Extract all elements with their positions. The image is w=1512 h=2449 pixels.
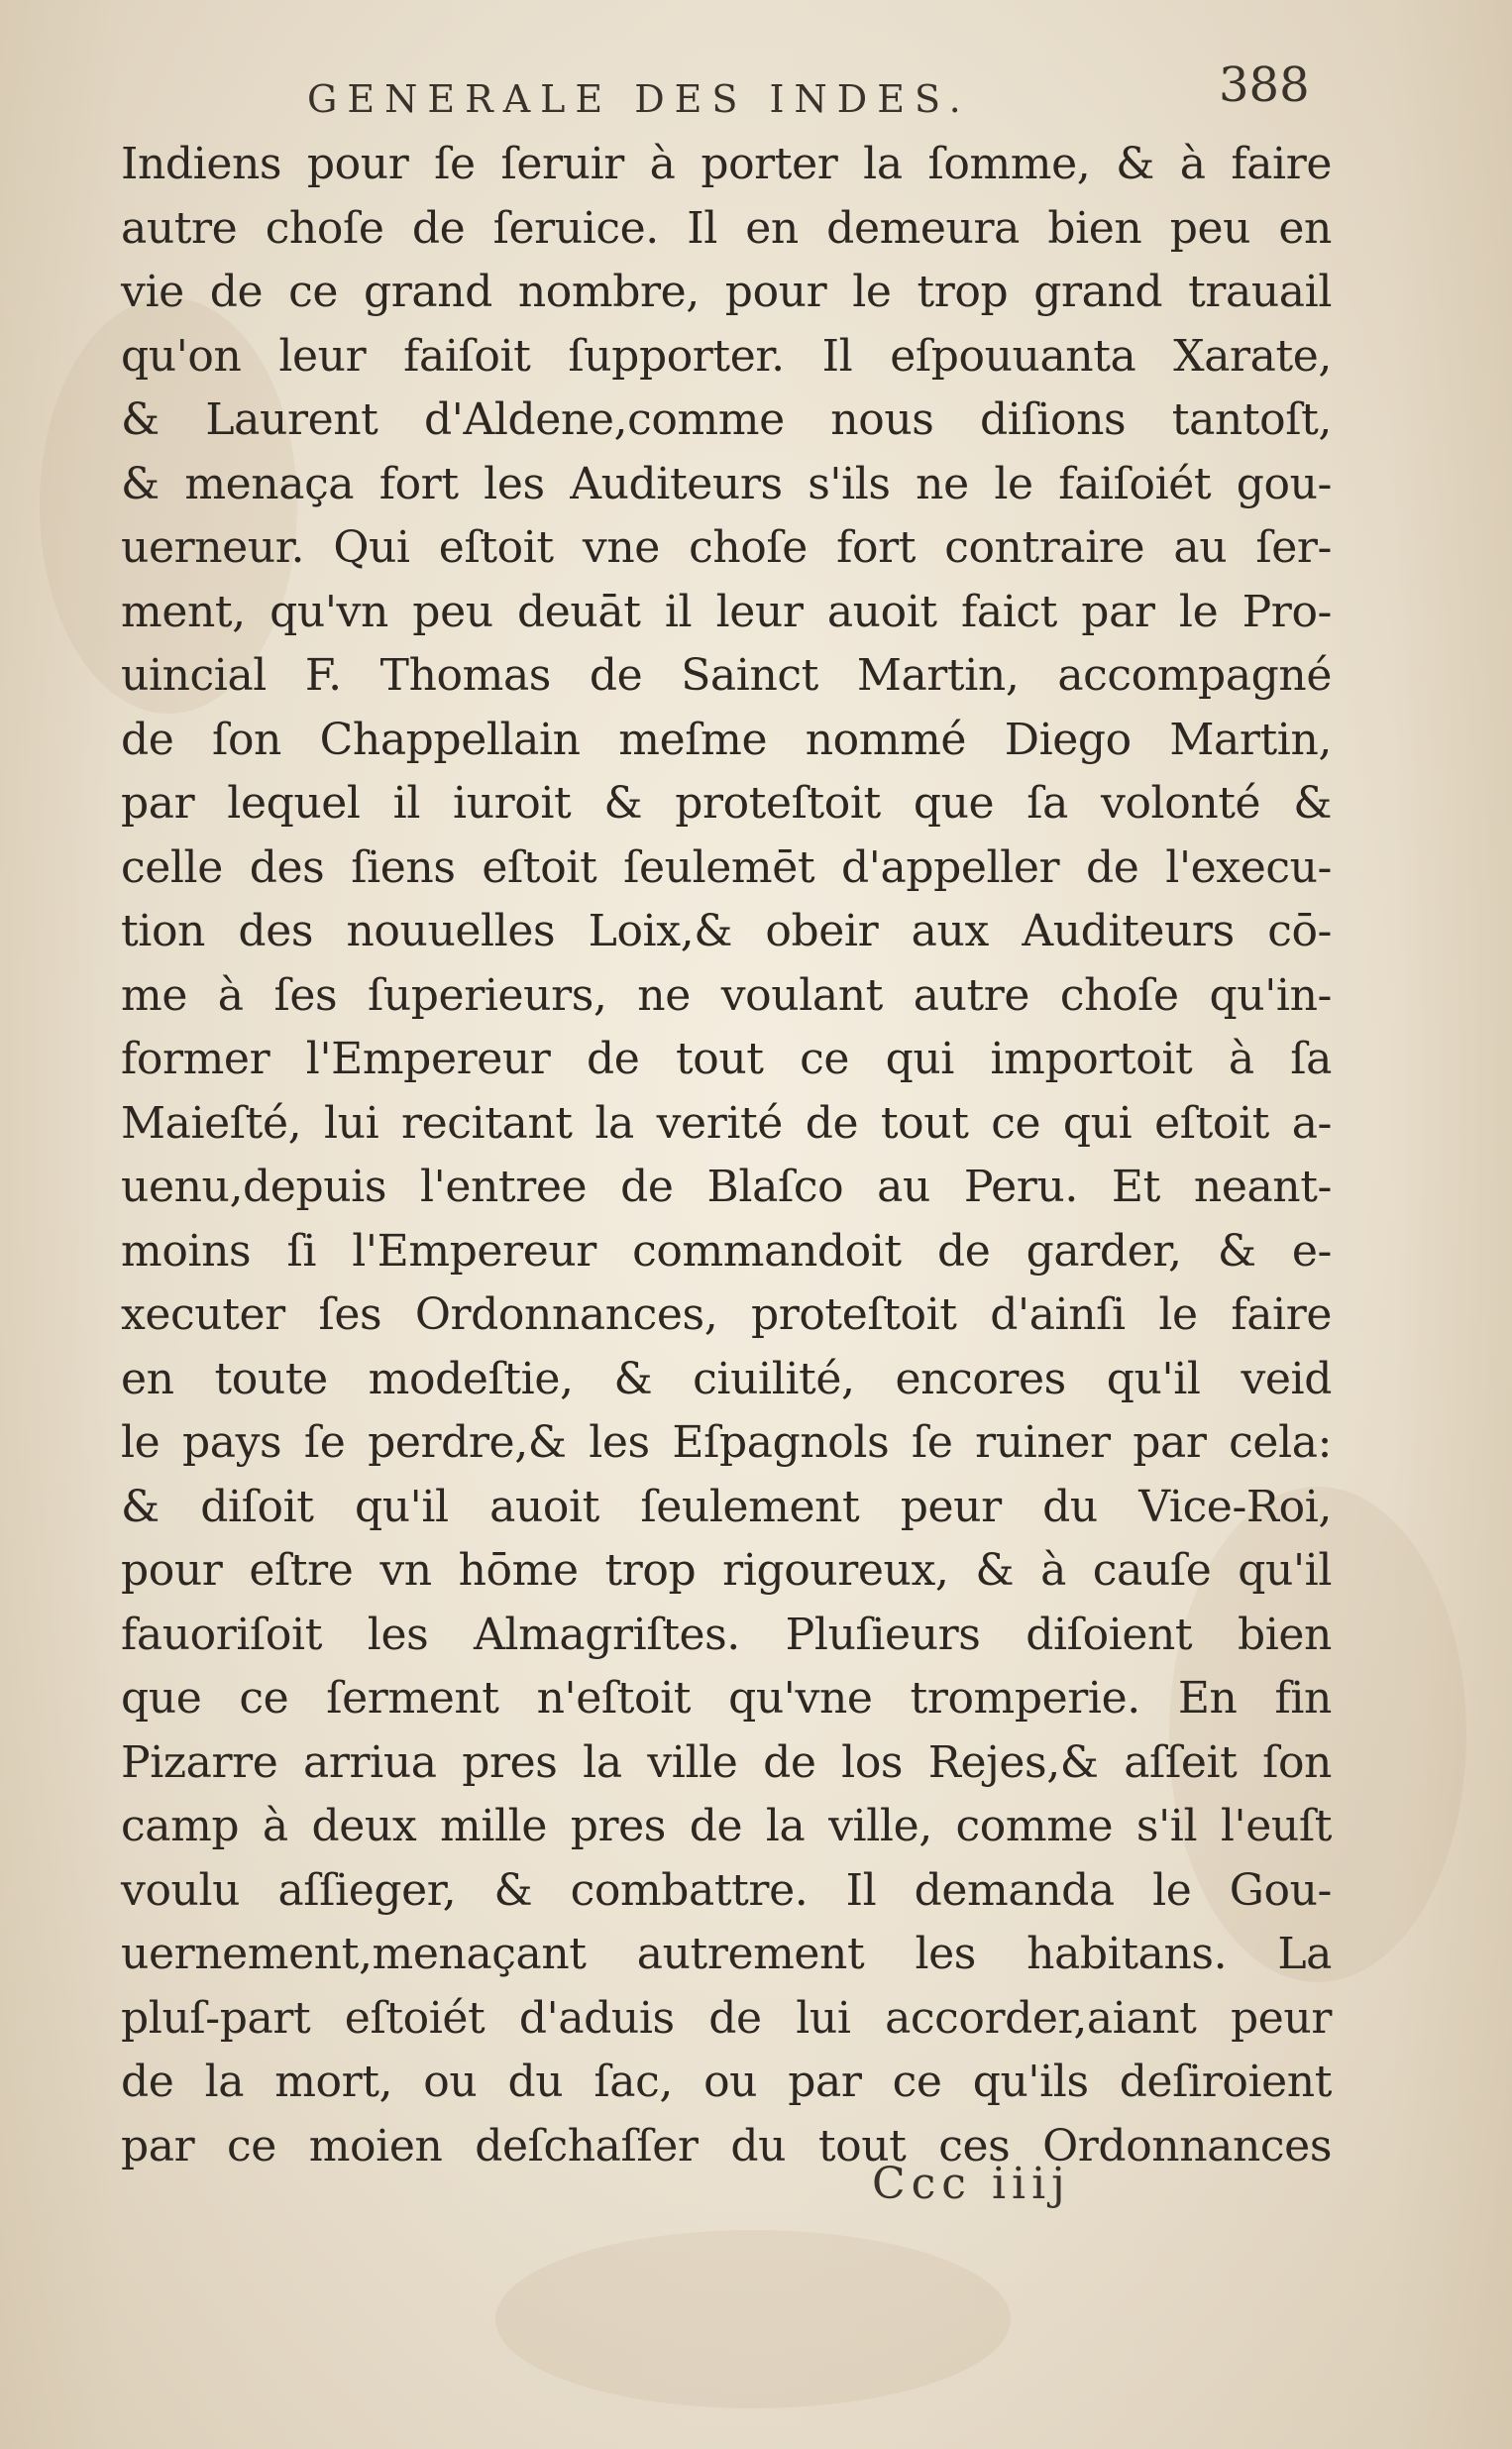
text-line: tion des nouuelles Loix,& obeir aux Auditeurs cō- xyxy=(121,906,1332,956)
text-line: que ce ſerment n'eſtoit qu'vne tromperie. En fin xyxy=(121,1673,1332,1724)
text-line: par ce moien deſchaſſer du tout ces Ordonnances xyxy=(121,2120,1332,2171)
text-line: de la mort, ou du ſac, ou par ce qu'ils deſiroient xyxy=(121,2057,1332,2107)
text-line: xecuter ſes Ordonnances, proteſtoit d'ainſi le faire xyxy=(121,1289,1332,1340)
text-line: le pays ſe perdre,& les Eſpagnols ſe ruiner par cela: xyxy=(121,1417,1332,1468)
text-line: pour eſtre vn hōme trop rigoureux, & à cauſe qu'il xyxy=(121,1545,1332,1596)
text-line: par lequel il iuroit & proteſtoit que ſa volonté & xyxy=(121,778,1332,829)
text-line: uincial F. Thomas de Sainct Martin, accompagné xyxy=(121,650,1332,701)
text-line: qu'on leur faiſoit ſupporter. Il eſpouuanta Xarate, xyxy=(121,330,1332,382)
text-line: & Laurent d'Aldene,comme nous diſions tantoſt, xyxy=(121,394,1332,445)
text-line: celle des ſiens eſtoit ſeulemēt d'appeller de l'execu- xyxy=(121,841,1332,893)
text-line: pluſ-part eſtoiét d'aduis de lui accorder,aiant peur xyxy=(121,1992,1332,2044)
text-line: en toute modeſtie, & ciuilité, encores qu'il veid xyxy=(121,1353,1332,1404)
text-line: uerneur. Qui eſtoit vne choſe fort contraire au ſer- xyxy=(121,522,1332,573)
text-line: moins ſi l'Empereur commandoit de garder, & e- xyxy=(121,1225,1332,1277)
text-line: & menaça fort les Auditeurs s'ils ne le faiſoiét gou- xyxy=(121,458,1332,509)
signature-mark: Ccc iiij xyxy=(872,2159,1071,2209)
text-line: camp à deux mille pres de la ville, comme s'il l'euſt xyxy=(121,1801,1332,1851)
text-line: Indiens pour ſe ſeruir à porter la ſomme, & à faire xyxy=(121,139,1332,189)
text-line: & diſoit qu'il auoit ſeulement peur du Vice-Roi, xyxy=(121,1481,1332,1532)
text-line: voulu aſſieger, & combattre. Il demanda le Gou- xyxy=(121,1864,1332,1916)
text-line: me à ſes ſuperieurs, ne voulant autre choſe qu'in- xyxy=(121,969,1332,1021)
text-line: ment, qu'vn peu deuāt il leur auoit faict par le Pro- xyxy=(121,586,1332,637)
text-line: vie de ce grand nombre, pour le trop grand trauail xyxy=(121,267,1332,317)
text-line: uenu,depuis l'entree de Blaſco au Peru. Et neant- xyxy=(121,1162,1332,1212)
text-line: Maieſté, lui recitant la verité de tout ce qui eſtoit a- xyxy=(121,1097,1332,1149)
text-line: autre choſe de ſeruice. Il en demeura bien peu en xyxy=(121,202,1332,254)
text-line: Pizarre arriua pres la ville de los Rejes,& aſſeit ſon xyxy=(121,1736,1332,1788)
page-number: 388 xyxy=(1219,57,1310,113)
body-text xyxy=(121,133,1332,2178)
text-line: uernement,menaçant autrement les habitans. La xyxy=(121,1929,1332,1979)
running-head: GENERALE DES INDES. xyxy=(307,77,971,121)
text-line: fauoriſoit les Almagriſtes. Pluſieurs diſoient bien xyxy=(121,1609,1332,1660)
paper-stain xyxy=(495,2230,1011,2408)
text-line: former l'Empereur de tout ce qui importoit à ſa xyxy=(121,1034,1332,1084)
text-line: de ſon Chappellain meſme nommé Diego Martin, xyxy=(121,714,1332,765)
